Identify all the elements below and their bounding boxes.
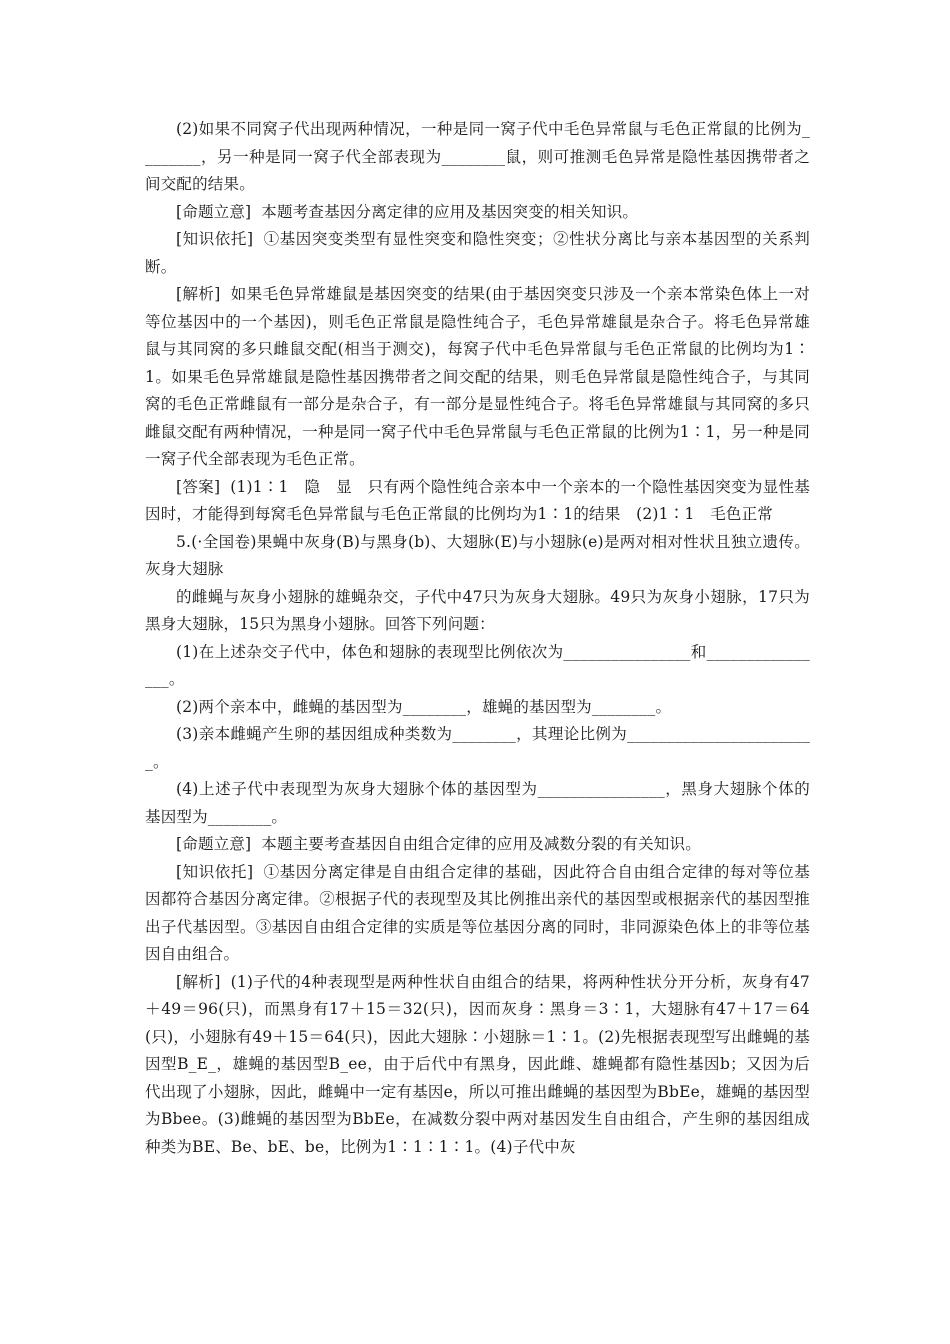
analysis-tag: [解析] xyxy=(176,285,221,303)
analysis-text: 如果毛色异常雄鼠是基因突变的结果(由于基因突变只涉及一个亲本常染色体上一对等位基因中的一个基因)，则毛色正常鼠是隐性纯合子，毛色异常雄鼠是杂合子。将毛色异常雄鼠与其同窝的多只雌鼠交配(相当于测交)，每窝子代中毛色异常鼠与毛色正常鼠的比例均为1∶1。如果毛色异常雄鼠是隐性基因携带者之间交配的结果，则毛色异常鼠是隐性纯合子，与其同窝的毛色正常雌鼠有一部分是杂合子，有一部分是显性纯合子。将毛色异常雄鼠与其同窝的多只雌鼠交配有两种情况，一种是同一窝子代中毛色异常鼠与毛色正常鼠的比例为1∶1，另一种是同一窝子代全部表现为毛色正常。 xyxy=(145,285,810,468)
document-page xyxy=(145,116,810,1161)
question-5-stem: 5.(·全国卷)果蝇中灰身(B)与黑身(b)、大翅脉(E)与小翅脉(e)是两对相对性状且独立遗传。灰身大翅脉 xyxy=(145,532,810,578)
knowledge-text: ①基因突变类型有显性突变和隐性突变；②性状分离比与亲本基因型的关系判断。 xyxy=(145,230,811,276)
answer-text: (1)1∶1 隐 显 只有两个隐性纯合亲本中一个亲本的一个隐性基因突变为显性基因时，才能得到每窝毛色异常鼠与毛色正常鼠的比例均为1∶1的结果 (2)1∶1 毛色正常 xyxy=(145,477,810,523)
analysis-paragraph xyxy=(145,281,810,474)
knowledge-tag: [知识依托] xyxy=(176,230,254,248)
question-5-part-4: (4)上述子代中表现型为灰身大翅脉个体的基因型为________________，黑身大翅脉个体的基因型为________。 xyxy=(145,780,810,826)
intent-text-2: 本题主要考查基因自由组合定律的应用及减数分裂的有关知识。 xyxy=(261,835,701,853)
intent-text: 本题考查基因分离定律的应用及基因突变的相关知识。 xyxy=(261,202,639,221)
question-5-stem-continued: 的雌蝇与灰身小翅脉的雄蝇杂交，子代中47只为灰身大翅脉。49只为灰身小翅脉，17只为黑身大翅脉，15只为黑身小翅脉。回答下列问题： xyxy=(145,587,810,633)
question-5-part-1: (1)在上述杂交子代中，体色和翅脉的表现型比例依次为________________和________________。 xyxy=(145,642,810,688)
question-part-2-text: (2)如果不同窝子代出现两种情况，一种是同一窝子代中毛色异常鼠与毛色正常鼠的比例为________，另一种是同一窝子代全部表现为________鼠，则可推测毛色异常是隐性基因携带者之间交配的结果。 xyxy=(145,120,810,193)
knowledge-text-2: ①基因分离定律是自由组合定律的基础，因此符合自由组合定律的每对等位基因都符合基因分离定律。②根据子代的表现型及其比例推出亲代的基因型或根据亲代的基因型推出子代基因型。③基因自由组合定律的实质是等位基因分离的同时，非同源染色体上的非等位基因自由组合。 xyxy=(145,862,811,963)
knowledge-paragraph xyxy=(145,226,810,281)
answer-paragraph xyxy=(145,474,810,529)
intent-paragraph-2 xyxy=(145,831,810,859)
intent-tag-2: [命题立意] xyxy=(176,835,252,853)
knowledge-paragraph-2 xyxy=(145,859,810,969)
analysis-paragraph-2 xyxy=(145,969,810,1162)
knowledge-tag-2: [知识依托] xyxy=(176,862,254,881)
intent-tag: [命题立意] xyxy=(176,202,252,221)
answer-tag: [答案] xyxy=(176,477,221,496)
question-5-part-2: (2)两个亲本中，雌蝇的基因型为________，雄蝇的基因型为________。 xyxy=(176,697,672,716)
question-5-part-3: (3)亲本雌蝇产生卵的基因组成种类数为________，其理论比例为________________________。 xyxy=(145,725,810,771)
analysis-tag-2: [解析] xyxy=(176,972,221,991)
analysis-text-2: (1)子代的4种表现型是两种性状自由组合的结果，将两种性状分开分析，灰身有47＋49＝96(只)，而黑身有17＋15＝32(只)，因而灰身∶黑身＝3∶1，大翅脉有47＋17＝64(只)，小翅脉有49＋15＝64(只)，因此大翅脉∶小翅脉＝1∶1。(2)先根据表现型写出雌蝇的基因型B_E_，雄蝇的基因型B_ee，由于后代中有黑身，因此雌、雄蝇都有隐性基因b；又因为后代出现了小翅脉，因此，雌蝇中一定有基因e，所以可推出雌蝇的基因型为BbEe，雄蝇的基因型为Bbee。(3)雌蝇的基因型为BbEe，在减数分裂中两对基因发生自由组合，产生卵的基因组成种类为BE、Be、bE、be，比例为1∶1∶1∶1。(4)子代中灰 xyxy=(145,972,810,1156)
intent-paragraph xyxy=(145,199,810,227)
